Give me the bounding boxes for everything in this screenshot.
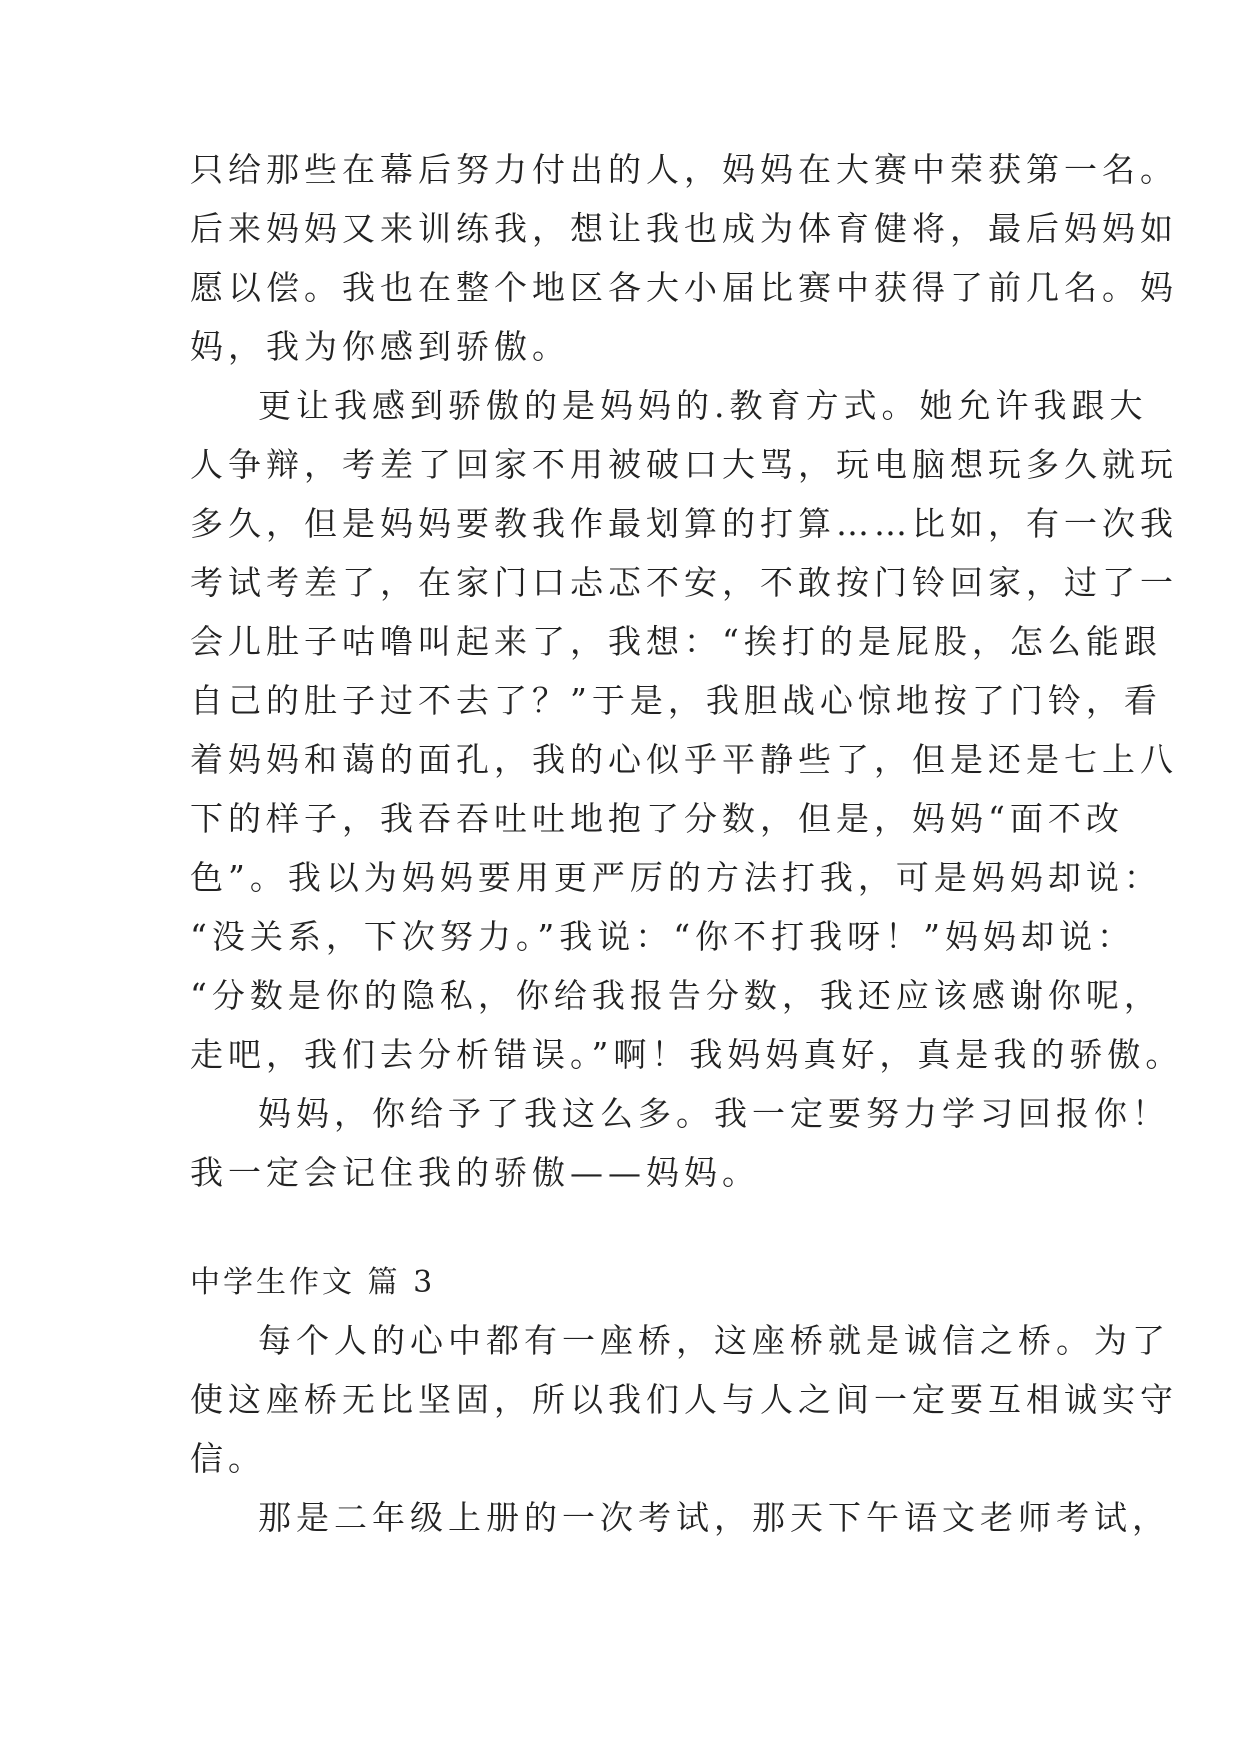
text-line: 着妈妈和蔼的面孔，我的心似乎平静些了，但是还是七上八 [190, 740, 1178, 779]
text-line: 多久，但是妈妈要教我作最划算的打算……比如，有一次我 [190, 504, 1178, 543]
text-line: “没关系，下次努力。”我说：“你不打我呀！”妈妈却说： [190, 917, 1135, 956]
text-line: 使这座桥无比坚固，所以我们人与人之间一定要互相诚实守 [190, 1380, 1178, 1419]
text-line: 色”。我以为妈妈要用更严厉的方法打我，可是妈妈却说： [190, 858, 1162, 897]
text-line: “分数是你的隐私，你给我报告分数，我还应该感谢你呢， [190, 976, 1162, 1015]
text-line: 考试考差了，在家门口忐忑不安，不敢按门铃回家，过了一 [190, 563, 1178, 602]
text-line: 那是二年级上册的一次考试，那天下午语文老师考试， [258, 1498, 1170, 1537]
text-line: 只给那些在幕后努力付出的人，妈妈在大赛中荣获第一名。 [190, 150, 1178, 189]
text-line: 下的样子，我吞吞吐吐地抱了分数，但是，妈妈“面不改 [190, 799, 1124, 838]
text-line: 妈，我为你感到骄傲。 [190, 327, 570, 366]
text-line: 更让我感到骄傲的是妈妈的.教育方式。她允许我跟大 [258, 386, 1148, 425]
text-line: 愿以偿。我也在整个地区各大小届比赛中获得了前几名。妈 [190, 268, 1178, 307]
text-line: 走吧，我们去分析错误。”啊！我妈妈真好，真是我的骄傲。 [190, 1035, 1184, 1074]
text-line: 我一定会记住我的骄傲——妈妈。 [190, 1153, 760, 1192]
text-line: 信。 [190, 1439, 266, 1478]
text-line: 人争辩，考差了回家不用被破口大骂，玩电脑想玩多久就玩 [190, 445, 1178, 484]
section-heading: 中学生作文 篇 3 [190, 1265, 436, 1300]
text-line: 自己的肚子过不去了？”于是，我胆战心惊地按了门铃，看 [190, 681, 1162, 720]
text-line: 妈妈，你给予了我这么多。我一定要努力学习回报你！ [258, 1094, 1170, 1133]
text-line: 后来妈妈又来训练我，想让我也成为体育健将，最后妈妈如 [190, 209, 1178, 248]
text-line: 会儿肚子咕噜叫起来了，我想：“挨打的是屁股，怎么能跟 [190, 622, 1162, 661]
text-line: 每个人的心中都有一座桥，这座桥就是诚信之桥。为了 [258, 1321, 1170, 1360]
